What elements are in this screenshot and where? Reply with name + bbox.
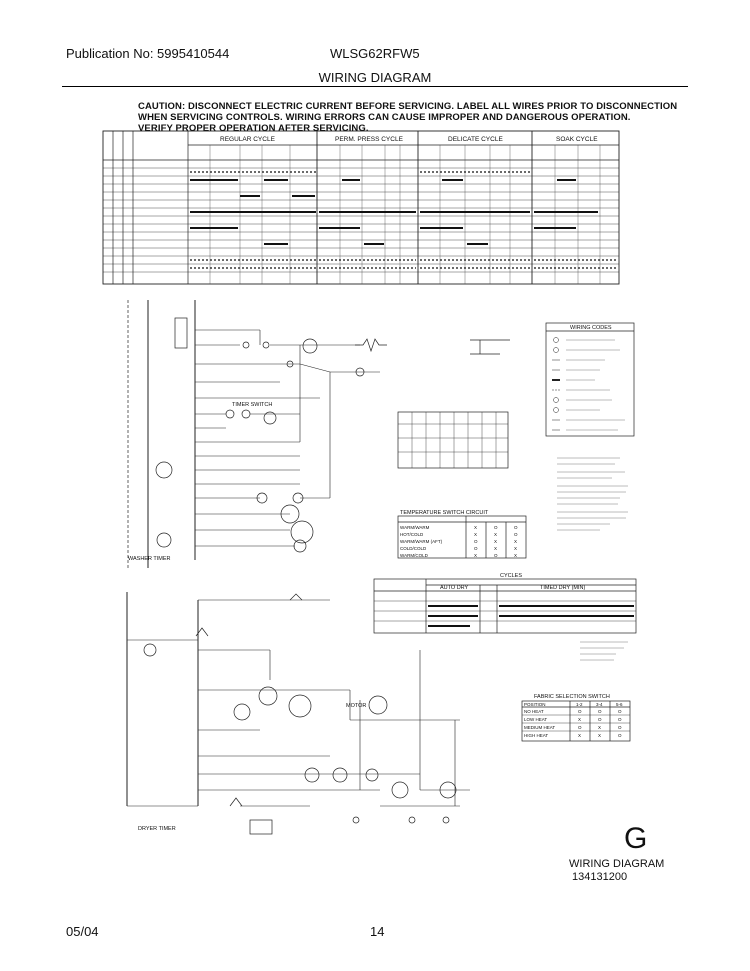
label-timer-switch: TIMER SWITCH xyxy=(232,402,273,408)
fabric-row-3-c1: X xyxy=(598,733,602,738)
temp-row-1-c0: X xyxy=(474,532,478,537)
label-auto-dry: AUTO DRY xyxy=(440,585,469,591)
fabric-row-1-c2: O xyxy=(618,717,622,722)
fabric-row-2-c2: O xyxy=(618,725,622,730)
revision-letter: G xyxy=(624,822,648,855)
fabric-row-2-c1: X xyxy=(598,725,602,730)
temp-row-4-c1: O xyxy=(494,553,498,558)
cycle-label-perm-press: PERM. PRESS CYCLE xyxy=(335,136,403,143)
temp-row-2-c0: O xyxy=(474,539,478,544)
fabric-header-3: 5-6 xyxy=(616,702,623,707)
fabric-row-1-label: LOW HEAT xyxy=(524,717,548,722)
fabric-row-0-c0: O xyxy=(578,709,582,714)
temp-row-4-c0: X xyxy=(474,553,478,558)
temp-row-2-c2: X xyxy=(514,539,518,544)
label-cycles: CYCLES xyxy=(500,573,523,579)
temp-row-3-label: COLD/COLD xyxy=(400,546,427,551)
label-motor: MOTOR xyxy=(346,703,367,709)
temp-row-3-c2: X xyxy=(514,546,518,551)
wiring-codes-legend xyxy=(546,323,634,530)
dryer-cycle-chart xyxy=(374,579,636,660)
label-fabric-switch: FABRIC SELECTION SWITCH xyxy=(534,694,610,700)
fabric-header-2: 3-4 xyxy=(596,702,603,707)
temp-row-0-c2: O xyxy=(514,525,518,530)
caution-line-3: VERIFY PROPER OPERATION AFTER SERVICING. xyxy=(138,123,369,134)
cycle-headers xyxy=(220,136,598,143)
temp-row-1-c1: X xyxy=(494,532,498,537)
label-wiring-codes: WIRING CODES xyxy=(570,325,612,331)
temp-row-4-c2: X xyxy=(514,553,518,558)
label-temperature-switch: TEMPERATURE SWITCH CIRCUIT xyxy=(400,510,489,516)
page-number: 14 xyxy=(370,924,385,939)
notes-block xyxy=(557,458,628,530)
fabric-row-3-c2: O xyxy=(618,733,622,738)
washer-schematic xyxy=(128,300,387,568)
temperature-switch-table xyxy=(398,516,526,558)
fabric-row-1-c0: X xyxy=(578,717,582,722)
temp-row-4-label: WARM/COLD xyxy=(400,553,428,558)
timer-sequence-chart xyxy=(103,131,619,284)
dryer-schematic xyxy=(127,592,470,834)
caution-line-2: WHEN SERVICING CONTROLS. WIRING ERRORS CAN CAUSE IMPROPER AND DANGEROUS OPERATION. xyxy=(138,112,631,123)
temp-row-3-c1: X xyxy=(494,546,498,551)
fabric-header-1: 1-2 xyxy=(576,702,583,707)
fabric-row-1-c1: O xyxy=(598,717,602,722)
cycle-label-delicate: DELICATE CYCLE xyxy=(448,136,503,143)
fabric-row-0-c2: O xyxy=(618,709,622,714)
temp-row-1-c2: O xyxy=(514,532,518,537)
diagram-part-number: 134131200 xyxy=(572,871,628,883)
temp-row-3-c0: O xyxy=(474,546,478,551)
fabric-row-3-c0: X xyxy=(578,733,582,738)
footer-date: 05/04 xyxy=(66,924,99,939)
page-title: WIRING DIAGRAM xyxy=(318,70,432,85)
label-timed-dry: TIMED DRY (MIN) xyxy=(540,585,586,591)
temp-row-2-label: WARM/WARM (AFT) xyxy=(400,539,443,544)
cycle-label-soak: SOAK CYCLE xyxy=(556,136,598,143)
fabric-header-0: POSITION xyxy=(524,702,546,707)
diagram-caption: WIRING DIAGRAM xyxy=(569,858,665,870)
fabric-row-0-label: NO HEAT xyxy=(524,709,544,714)
cycle-label-regular: REGULAR CYCLE xyxy=(220,136,275,143)
temp-row-1-label: HOT/COLD xyxy=(400,532,424,537)
model-number: WLSG62RFW5 xyxy=(330,46,420,61)
label-washer-timer: WASHER TIMER xyxy=(128,556,171,562)
temp-row-0-label: WARM/WARM xyxy=(400,525,430,530)
label-dryer-timer: DRYER TIMER xyxy=(138,826,176,832)
fabric-row-0-c1: O xyxy=(598,709,602,714)
temp-row-0-c0: X xyxy=(474,525,478,530)
fabric-row-2-c0: O xyxy=(578,725,582,730)
caution-line-1: CAUTION: DISCONNECT ELECTRIC CURRENT BEFORE SERVICING. LABEL ALL WIRES PRIOR TO DISCONNECTION xyxy=(138,101,678,112)
temp-row-2-c1: X xyxy=(494,539,498,544)
temp-row-0-c1: O xyxy=(494,525,498,530)
detail-block xyxy=(398,340,510,468)
publication-number: Publication No: 5995410544 xyxy=(66,46,230,61)
fabric-row-3-label: HIGH HEAT xyxy=(524,733,549,738)
fabric-row-2-label: MEDIUM HEAT xyxy=(524,725,556,730)
